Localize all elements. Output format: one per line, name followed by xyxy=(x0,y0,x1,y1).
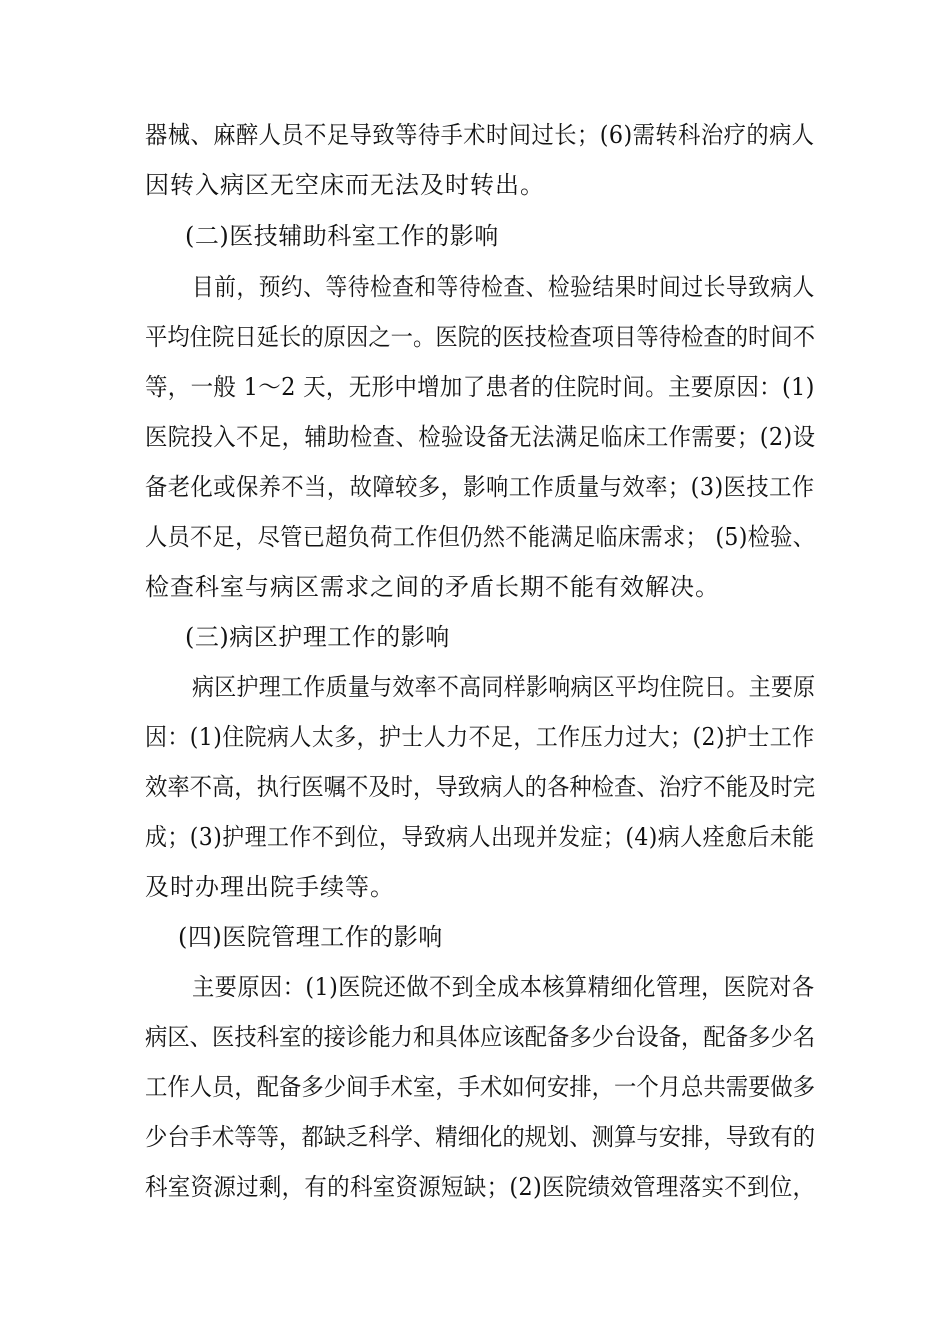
text-line-20: 工作人员，配备多少间手术室，手术如何安排，一个月总共需要做多 xyxy=(145,1073,816,1101)
text-line-7: 医院投入不足，辅助检查、检验设备无法满足临床工作需要；(2)设 xyxy=(145,423,816,451)
text-line-10: 检查科室与病区需求之间的矛盾长期不能有效解决。 xyxy=(145,573,720,601)
text-line-4: 目前，预约、等待检查和等待检查、检验结果时间过长导致病人 xyxy=(192,273,815,301)
text-line-1: 器械、麻醉人员不足导致等待手术时间过长；(6)需转科治疗的病人 xyxy=(145,121,815,149)
text-line-18: 主要原因：(1)医院还做不到全成本核算精细化管理，医院对各 xyxy=(192,973,815,1001)
text-line-22: 科室资源过剩，有的科室资源短缺；(2)医院绩效管理落实不到位， xyxy=(145,1173,816,1201)
section-heading-3: (三)病区护理工作的影响 xyxy=(185,623,450,651)
text-line-9: 人员不足，尽管已超负荷工作但仍然不能满足临床需求； (5)检验、 xyxy=(145,523,816,551)
text-line-14: 效率不高，执行医嘱不及时，导致病人的各种检查、治疗不能及时完 xyxy=(145,773,816,801)
text-line-16: 及时办理出院手续等。 xyxy=(145,873,395,901)
text-line-13: 因：(1)住院病人太多，护士人力不足，工作压力过大；(2)护士工作 xyxy=(145,723,815,751)
text-line-21: 少台手术等等，都缺乏科学、精细化的规划、测算与安排，导致有的 xyxy=(145,1123,816,1151)
text-line-15: 成；(3)护理工作不到位，导致病人出现并发症；(4)病人痊愈后未能 xyxy=(145,823,815,851)
text-line-2: 因转入病区无空床而无法及时转出。 xyxy=(145,171,545,199)
text-line-12: 病区护理工作质量与效率不高同样影响病区平均住院日。主要原 xyxy=(192,673,816,701)
text-line-6: 等，一般 1～2 天，无形中增加了患者的住院时间。主要原因：(1) xyxy=(145,373,815,401)
text-line-8: 备老化或保养不当，故障较多，影响工作质量与效率；(3)医技工作 xyxy=(145,473,815,501)
section-heading-4: (四)医院管理工作的影响 xyxy=(178,923,443,951)
text-line-5: 平均住院日延长的原因之一。医院的医技检查项目等待检查的时间不 xyxy=(145,323,816,351)
text-line-19: 病区、医技科室的接诊能力和具体应该配备多少台设备，配备多少名 xyxy=(145,1023,816,1051)
section-heading-2: (二)医技辅助科室工作的影响 xyxy=(185,222,499,250)
